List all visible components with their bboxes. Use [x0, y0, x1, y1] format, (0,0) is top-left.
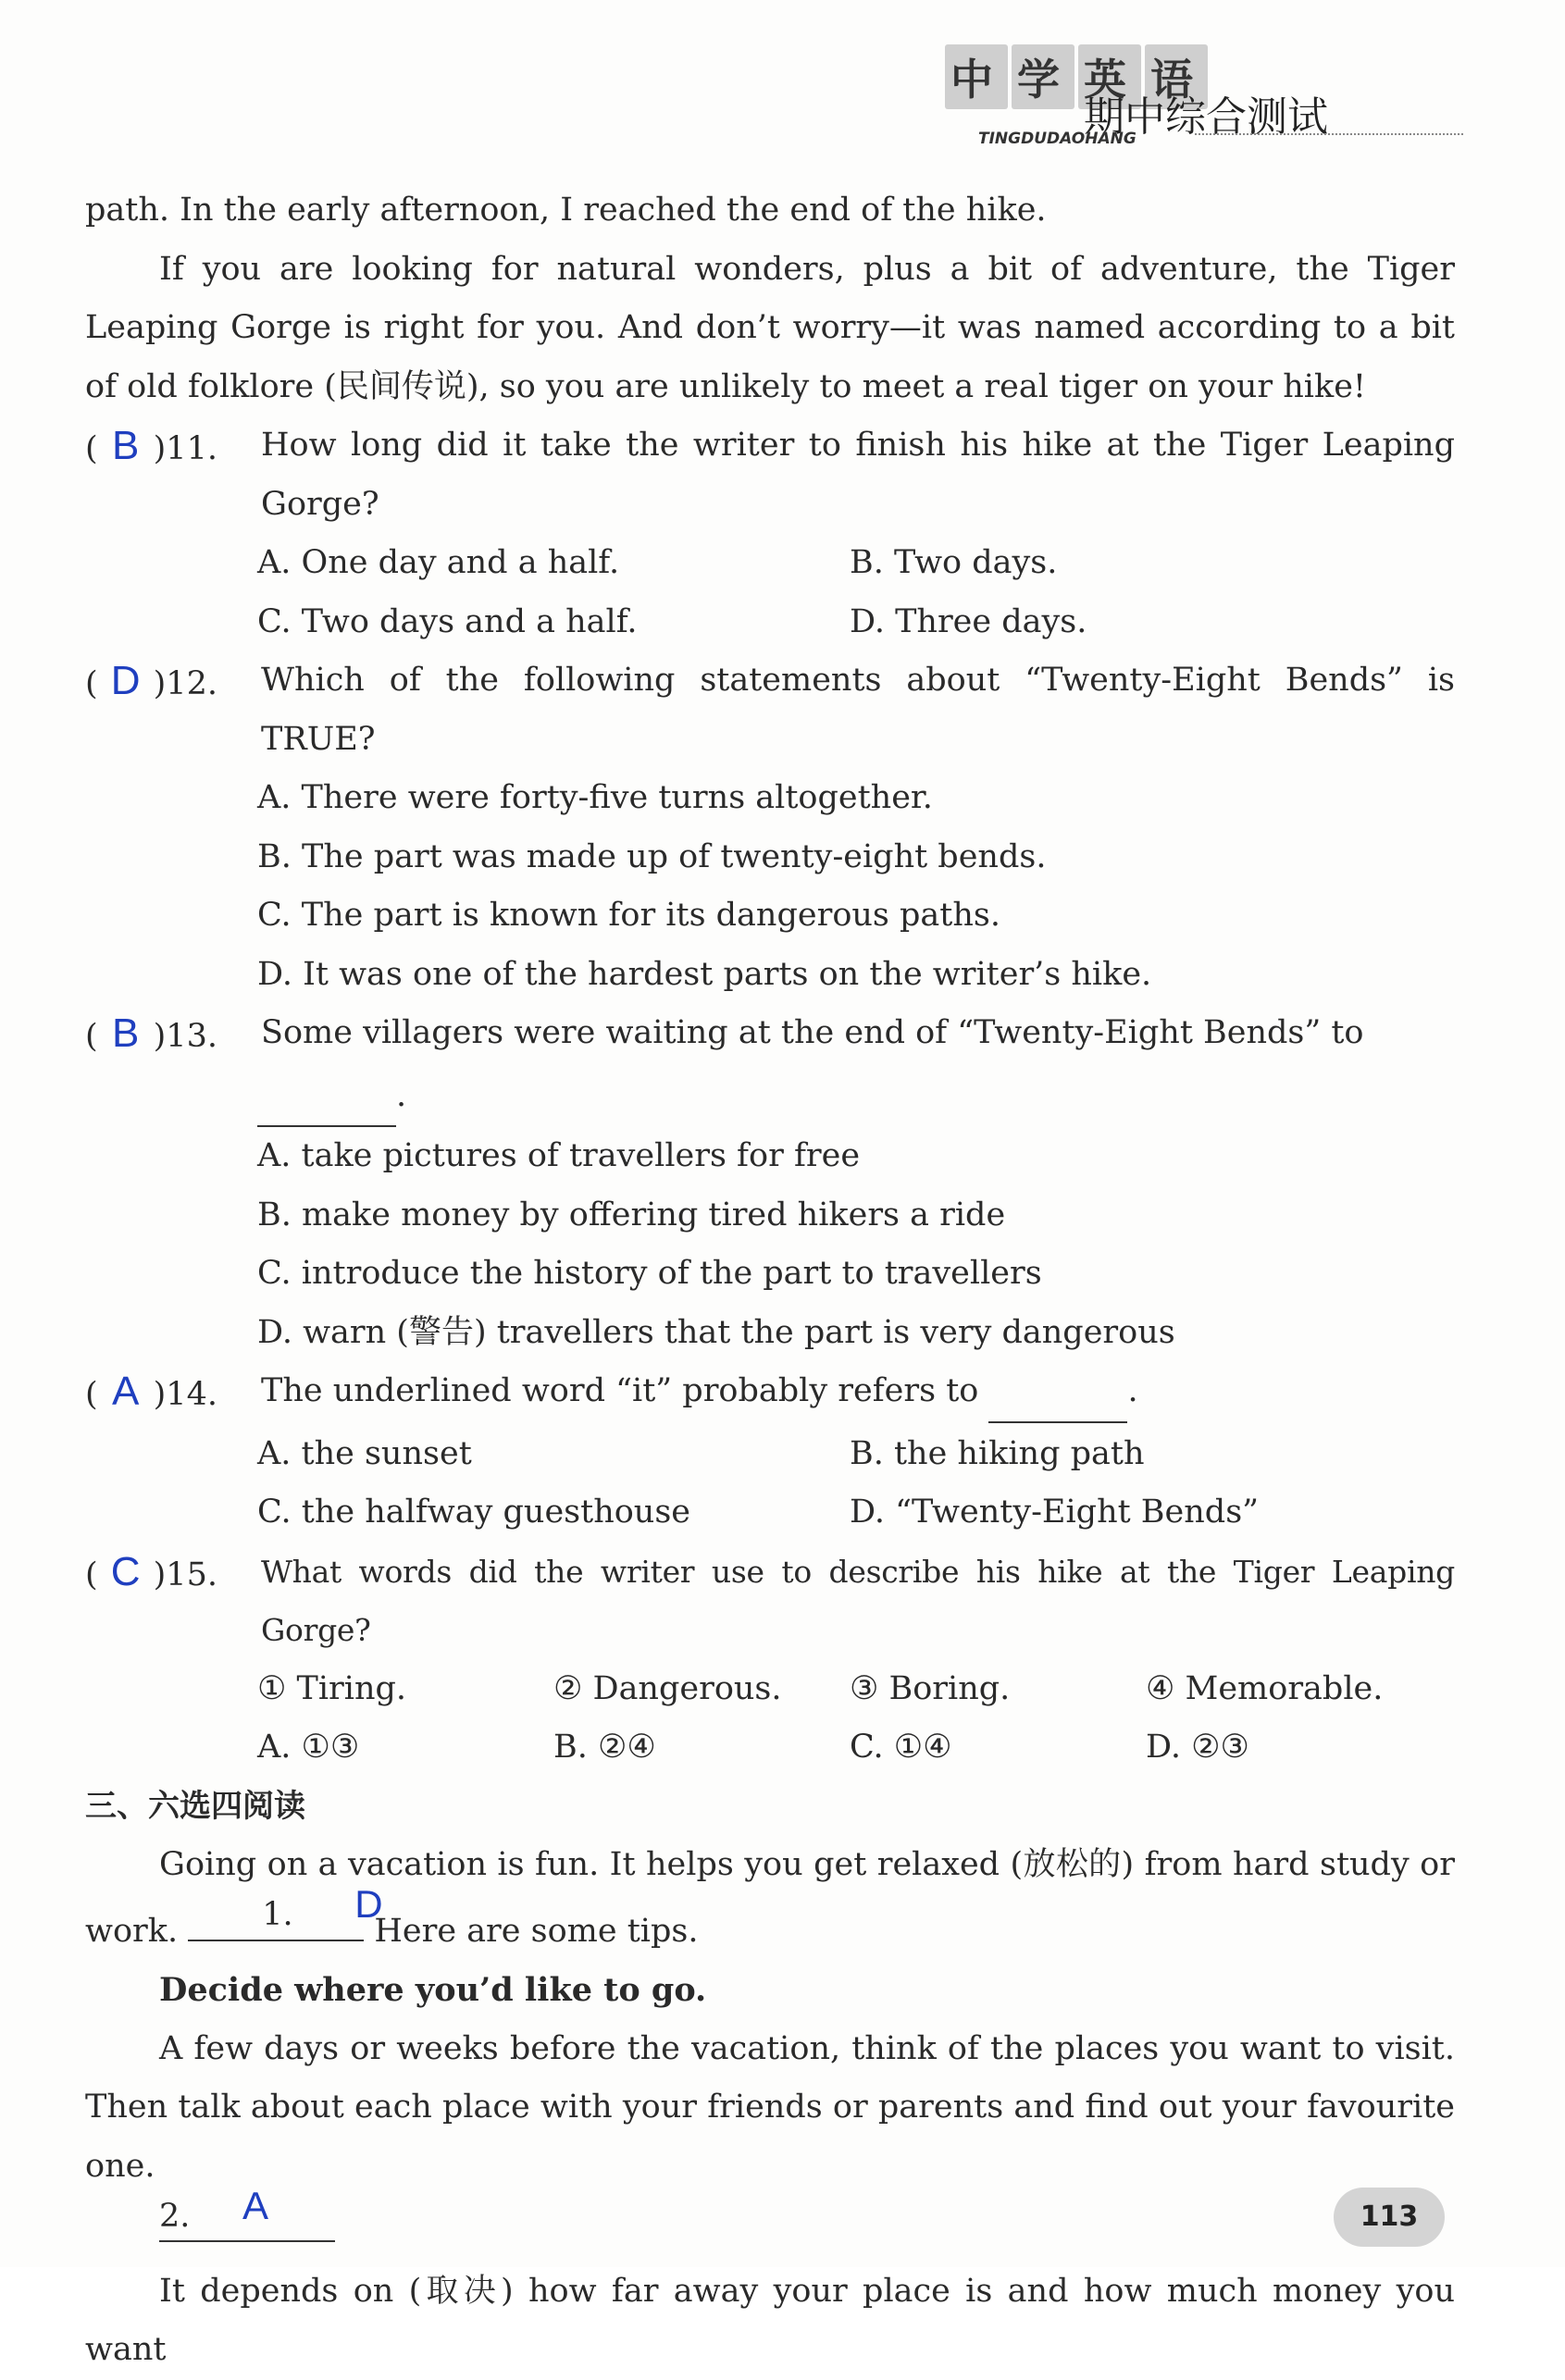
question-11 — [85, 416, 1455, 534]
options-row — [85, 1483, 1455, 1543]
question-15 — [85, 1543, 1455, 1660]
question-number: )14. — [153, 1376, 217, 1413]
option-b: B. the hiking path — [850, 1434, 1145, 1472]
blank — [257, 1067, 396, 1128]
option-a: A. the sunset — [257, 1434, 472, 1472]
header-english: TINGDUDAOHANG — [978, 130, 1136, 148]
answer-paren: ( D )12. — [85, 651, 261, 769]
page-header — [889, 44, 1408, 155]
options-row — [85, 593, 1455, 652]
option-c: C. Two days and a half. — [257, 602, 638, 640]
title-char: 语 — [1145, 44, 1208, 109]
question-number: )15. — [153, 1556, 217, 1593]
answer-mark: D — [110, 658, 141, 703]
items-row — [85, 1660, 1455, 1719]
answer-paren: ( B )11. — [85, 416, 261, 534]
option-b: B. ②④ — [553, 1729, 656, 1766]
option-a: A. take pictures of travellers for free — [257, 1137, 861, 1174]
blank-number: 2. — [159, 2197, 191, 2235]
option-b: B. Two days. — [850, 544, 1058, 581]
option-d: D. Three days. — [850, 602, 1087, 640]
question-text: How long did it take the writer to finish his hike at the Tiger Leaping Gorge? — [261, 427, 1455, 523]
item-1: ① Tiring. — [257, 1669, 407, 1707]
option-c: C. The part is known for its dangerous paths. — [257, 897, 1000, 934]
section-paragraph: A few days or weeks before the vacation, think of the places you want to visit. Then talk about each place with your friends or parents and find out your favourite one. — [85, 2029, 1455, 2185]
blank-1 — [188, 1882, 383, 1941]
question-14 — [85, 1362, 1455, 1425]
title-char: 学 — [1012, 44, 1074, 109]
blank-answer: D — [354, 1882, 383, 1926]
blank-2 — [159, 2183, 335, 2242]
section-intro — [85, 1836, 1455, 1961]
answer-mark: B — [111, 1010, 140, 1056]
question-12 — [85, 651, 1455, 769]
passage-line: path. In the early afternoon, I reached the end of the hike. — [85, 192, 1047, 229]
item-4: ④ Memorable. — [1146, 1669, 1384, 1707]
question-text: Some villagers were waiting at the end of “Twenty-Eight Bends” to — [261, 1014, 1364, 1051]
answer-mark: C — [110, 1548, 141, 1594]
answer-paren: ( B )13. — [85, 1004, 261, 1067]
passage-paragraph: If you are looking for natural wonders, plus a bit of adventure, the Tiger Leaping Gorge is right for you. And don’t worry—it was named according to a bit of old folklore (民间传说), so you are unlikely to meet a real tiger on your hike! — [85, 250, 1455, 405]
page-number: 113 — [1334, 2188, 1445, 2247]
subheading: Decide where you’d like to go. — [159, 1971, 707, 2009]
option-d: D. It was one of the hardest parts on the writer’s hike. — [257, 955, 1152, 993]
title-char: 中 — [945, 44, 1008, 109]
option-c: C. ①④ — [850, 1729, 952, 1766]
header-subtitle: 期中综合测试 — [1084, 93, 1328, 141]
option-d: D. ②③ — [1146, 1729, 1249, 1766]
title-char: 英 — [1078, 44, 1141, 109]
option-a: A. ①③ — [257, 1729, 360, 1766]
option-b: B. The part was made up of twenty-eight bends. — [257, 837, 1047, 875]
item-3: ③ Boring. — [850, 1669, 1011, 1707]
header-divider — [1195, 133, 1463, 135]
question-stem: The underlined word “it” probably refers to — [261, 1372, 979, 1409]
question-number: )11. — [153, 430, 217, 467]
question-text: The underlined word “it” probably refers to . — [261, 1362, 1455, 1425]
blank-2-line — [85, 2183, 1455, 2262]
answer-paren: ( C )15. — [85, 1543, 261, 1660]
options-row — [85, 534, 1455, 593]
intro-text: Here are some tips. — [374, 1912, 699, 1950]
question-13 — [85, 1004, 1455, 1067]
answer-blank-line: . — [85, 1067, 1455, 1128]
options-row — [85, 1425, 1455, 1484]
answer-mark: A — [111, 1369, 140, 1414]
item-2: ② Dangerous. — [553, 1669, 782, 1707]
answer-paren: ( A )14. — [85, 1362, 261, 1425]
blank-number: 1. — [262, 1896, 293, 1933]
blank-answer: A — [242, 2183, 269, 2227]
question-text: Which of the following statements about “Twenty-Eight Bends” is TRUE? — [261, 662, 1455, 758]
blank — [988, 1362, 1127, 1423]
options-row — [85, 1718, 1455, 1778]
option-a: A. One day and a half. — [257, 544, 620, 581]
intro-text: Going on a vacation is fun. It helps you get relaxed (放松的) from hard study or work. — [85, 1846, 1455, 1950]
page-content — [85, 181, 1455, 2380]
option-d: D. warn (警告) travellers that the part is very dangerous — [257, 1313, 1175, 1351]
question-number: )13. — [153, 1018, 217, 1055]
option-a: A. There were forty-five turns altogether. — [257, 779, 933, 816]
section-heading: 三、六选四阅读 — [85, 1787, 305, 1825]
section-last-line: It depends on (取决) how far away your place is and how much money you want — [85, 2272, 1455, 2368]
question-number: )12. — [153, 665, 217, 702]
question-text: What words did the writer use to describe his hike at the Tiger Leaping Gorge? — [261, 1553, 1455, 1648]
option-b: B. make money by offering tired hikers a ride — [257, 1196, 1006, 1233]
answer-mark: B — [111, 423, 140, 468]
option-d: D. “Twenty-Eight Bends” — [850, 1494, 1260, 1531]
option-c: C. introduce the history of the part to travellers — [257, 1255, 1042, 1292]
option-c: C. the halfway guesthouse — [257, 1494, 691, 1531]
